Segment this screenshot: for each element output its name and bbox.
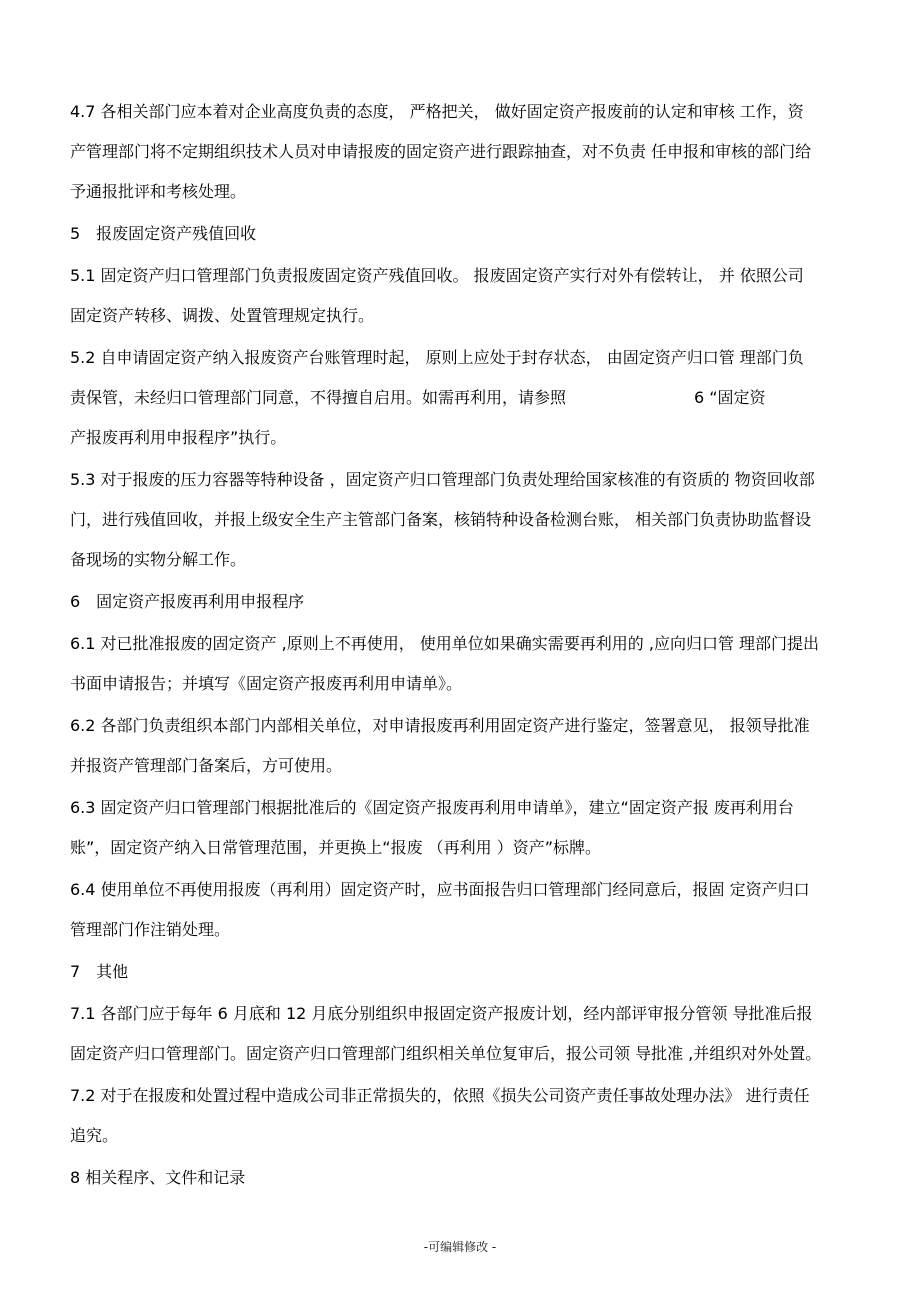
section-heading-5 (70, 214, 860, 254)
text-line: 管理部门作注销处理。 (70, 920, 231, 939)
text-line: 书面申请报告；并填写《固定资产报废再利用申请单》。 (70, 674, 463, 693)
text-line: 固定资产归口管理部门。固定资产归口管理部门组织相关单位复审后，报公司领 导批准 ,并组织对外处置。 (70, 1044, 822, 1063)
paragraph-5-3 (70, 460, 860, 580)
text-line: 备现场的实物分解工作。 (70, 550, 247, 569)
text-line: 5.1 固定资产归口管理部门负责报废固定资产残值回收。 报废固定资产实行对外有偿转让， 并 依照公司 (70, 266, 804, 285)
paragraph-6-4 (70, 870, 860, 950)
text-line: 6.3 固定资产归口管理部门根据批准后的《固定资产报废再利用申请单》，建立“固定资产报 废再利用台 (70, 798, 794, 817)
paragraph-6-1 (70, 624, 860, 704)
heading-line: 6 固定资产报废再利用申报程序 (70, 592, 305, 611)
paragraph-6-3 (70, 788, 860, 868)
text-line: 予通报批评和考核处理。 (70, 182, 247, 201)
paragraph-7-1 (70, 994, 860, 1074)
text-line: 固定资产转移、调拨、处置管理规定执行。 (70, 306, 375, 325)
text-line: 5.3 对于报废的压力容器等特种设备 ，固定资产归口管理部门负责处理给国家核准的有资质的 物资回收部 (70, 470, 815, 489)
text-line: 6.2 各部门负责组织本部门内部相关单位，对申请报废再利用固定资产进行鉴定，签署意见， 报领导批准 (70, 716, 810, 735)
section-heading-8 (70, 1158, 860, 1198)
text-line: 账”，固定资产纳入日常管理范围，并更换上“报废 （再利用 ）资产”标牌。 (70, 838, 602, 857)
paragraph-5-1 (70, 256, 860, 336)
text-line: 5.2 自申请固定资产纳入报废资产台账管理时起， 原则上应处于封存状态， 由固定资产归口管 理部门负 (70, 348, 804, 367)
footer-editable-note: -可编辑修改 - (423, 1240, 497, 1254)
section-heading-6 (70, 582, 860, 622)
text-line: 追究。 (70, 1126, 119, 1145)
heading-line: 5 报废固定资产残值回收 (70, 224, 257, 243)
text-line: 6.1 对已批准报废的固定资产 ,原则上不再使用， 使用单位如果确实需要再利用的 ,应向归口管 理部门提出 (70, 634, 820, 653)
text-line: 责保管，未经归口管理部门同意，不得擅自启用。如需再利用，请参照 6 “固定资 (70, 388, 766, 407)
heading-line: 7 其他 (70, 962, 129, 981)
section-heading-7 (70, 952, 860, 992)
text-line: 7.2 对于在报废和处置过程中造成公司非正常损失的，依照《损失公司资产责任事故处理办法》 进行责任 (70, 1086, 810, 1105)
text-line: 产报废再利用申报程序”执行。 (70, 428, 287, 447)
text-line: 6.4 使用单位不再使用报废（再利用）固定资产时，应书面报告归口管理部门经同意后，报固 定资产归口 (70, 880, 810, 899)
document-body-text (70, 92, 860, 1200)
paragraph-5-2 (70, 338, 860, 458)
text-line: 并报资产管理部门备案后，方可使用。 (70, 756, 343, 775)
paragraph-4-7 (70, 92, 860, 212)
paragraph-6-2 (70, 706, 860, 786)
text-line: 7.1 各部门应于每年 6 月底和 12 月底分别组织申报固定资产报废计划，经内部评审报分管领 导批准后报 (70, 1004, 813, 1023)
text-line: 门，进行残值回收，并报上级安全生产主管部门备案，核销特种设备检测台账， 相关部门负责协助监督设 (70, 510, 812, 529)
paragraph-7-2 (70, 1076, 860, 1156)
text-line: 4.7 各相关部门应本着对企业高度负责的态度， 严格把关， 做好固定资产报废前的认定和审核 工作，资 (70, 102, 804, 121)
text-line: 产管理部门将不定期组织技术人员对申请报废的固定资产进行跟踪抽查，对不负责 任申报和审核的部门给 (70, 142, 812, 161)
heading-line: 8 相关程序、文件和记录 (70, 1168, 246, 1187)
